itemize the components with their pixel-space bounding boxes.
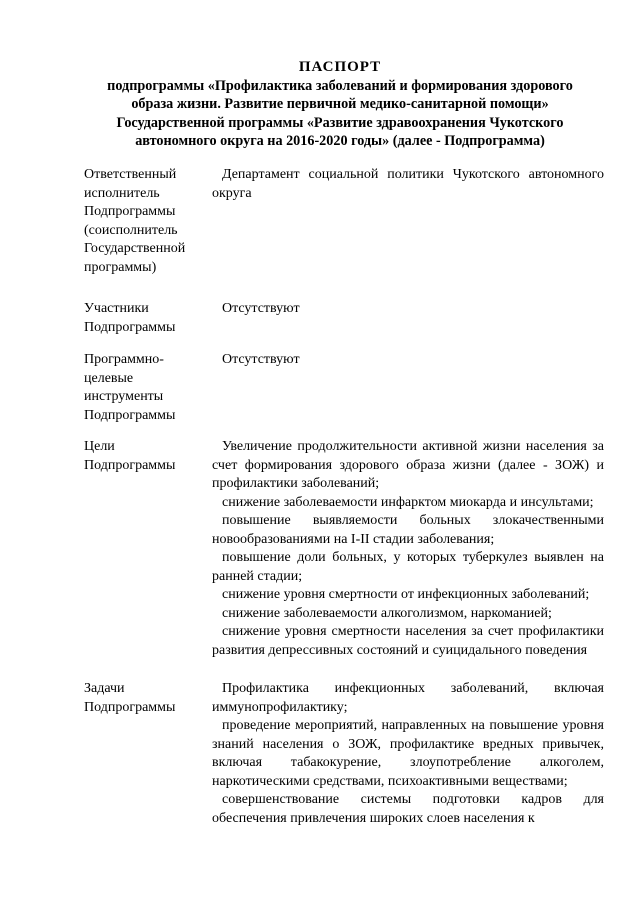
row-value [212, 438, 604, 660]
row-label: Участники Подпрограммы [84, 301, 176, 335]
value-paragraph: повышение выявляемости больных злокачественными новообразованиями на I-II стадии заболевания; [212, 513, 604, 547]
row-label: Задачи Подпрограммы [84, 681, 176, 715]
value-paragraph: снижение заболеваемости алкоголизмом, наркоманией; [222, 605, 552, 621]
value-paragraph: Отсутствуют [222, 301, 300, 316]
value-paragraph: Профилактика инфекционных заболеваний, включая иммунопрофилактику; [212, 681, 604, 715]
value-paragraph: снижение уровня смертности от инфекционных заболеваний; [222, 587, 590, 602]
row-responsible-executor [84, 166, 604, 277]
row-label: Ответственный исполнитель Подпрограммы (соисполнитель Государственной программы) [84, 167, 186, 275]
value-paragraph: совершенствование системы подготовки кадров для обеспечения привлечения широких слоев населения к [212, 792, 604, 826]
subtitle-line: автономного округа на 2016-2020 годы» (далее - Подпрограмма) [135, 133, 545, 149]
row-participants [84, 300, 604, 337]
row-program-instruments [84, 351, 604, 425]
row-tasks [84, 680, 604, 828]
value-paragraph: снижение уровня смертности населения за счет профилактики развития депрессивных состояний и суицидального поведения [212, 624, 604, 658]
row-label: Цели Подпрограммы [84, 439, 176, 473]
row-value [212, 351, 604, 370]
row-value [212, 680, 604, 828]
passport-table [84, 166, 604, 828]
value-paragraph: повышение доли больных, у которых туберкулез выявлен на ранней стадии; [212, 550, 604, 584]
row-value [212, 166, 604, 203]
value-paragraph: Увеличение продолжительности активной жизни населения за счет формирования здорового образа жизни (далее - ЗОЖ) и профилактики заболеваний; [212, 439, 604, 491]
value-paragraph: Отсутствуют [222, 352, 300, 367]
subtitle-line: образа жизни. Развитие первичной медико-санитарной помощи» [131, 96, 549, 112]
subtitle-line: подпрограммы «Профилактика заболеваний и формирования здорового [107, 77, 573, 94]
row-value [212, 300, 604, 319]
subtitle-line: Государственной программы «Развитие здравоохранения Чукотского [116, 114, 564, 131]
row-goals [84, 438, 604, 660]
document-title: ПАСПОРТ [298, 59, 382, 75]
value-paragraph: проведение мероприятий, направленных на повышение уровня знаний населения о ЗОЖ, профилактике вредных привычек, включая табакокурение, злоупотребление алкоголем, наркотическими средствами, психоактивными веществами; [212, 718, 604, 789]
row-label: Программно- целевые инструменты Подпрограммы [84, 352, 176, 423]
value-paragraph: снижение заболеваемости инфарктом миокарда и инсультами; [222, 494, 594, 510]
value-paragraph: Департамент социальной политики Чукотского автономного округа [212, 167, 604, 201]
document-heading [70, 58, 610, 151]
